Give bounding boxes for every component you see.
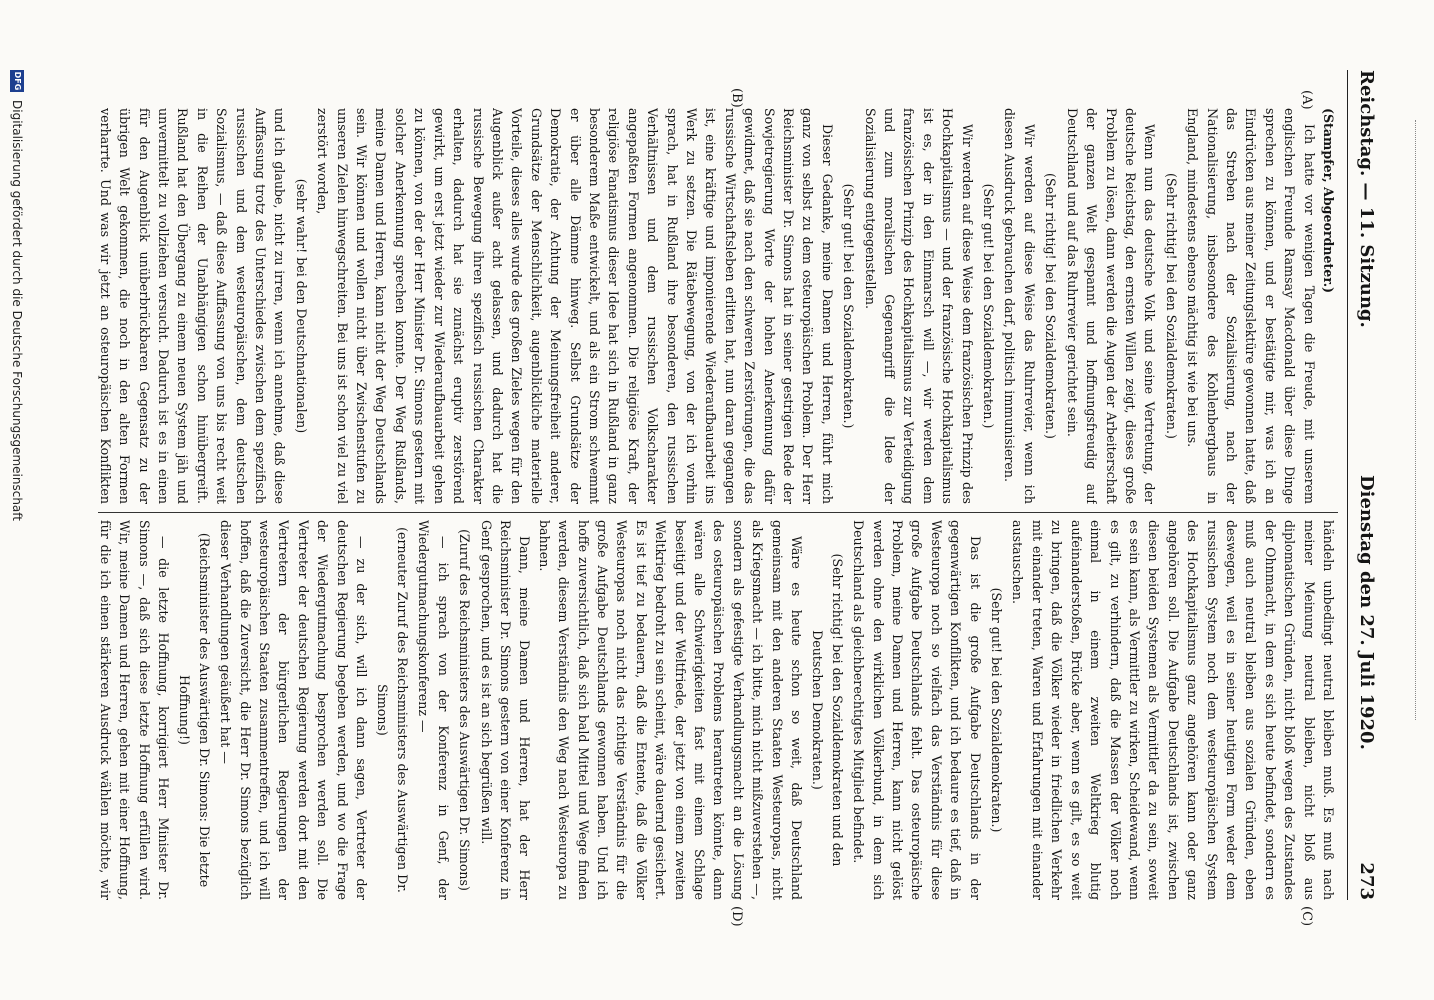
interjection: (Sehr richtig! bei den Sozialdemokraten.) (1163, 173, 1179, 439)
page-number: 273 (1356, 862, 1378, 900)
paragraph: Wenn nun das deutsche Volk und seine Vertretung, der deutsche Reichstag, den ernsten Willen zeigt, dieses große Problem zu lösen, dann werden die Augen der Arbeiterschaft der ganzen Welt gespannt und hoffnungsfreudig auf Deutschland und auf das Ruhrrevier gerichtet sein. (1064, 108, 1158, 504)
running-head (1352, 70, 1382, 900)
paragraph: — ich sprach von der Konferenz in Genf, der Wiedergutmachungskonferenz — (416, 520, 451, 900)
interjection: (Sehr richtig! bei den Sozialdemokraten.) (1043, 173, 1059, 439)
margin-letter-c: (C) (1299, 906, 1314, 927)
paragraph: Ich hatte vor wenigen Tagen die Freude, mit unserem englischen Freunde Ramsay Macdonald über diese Dinge sprechen zu können, und er bestätigte mir, was ich an Eindrücken aus meiner Zeitungslektüre gewonnen hatte, daß das Streben nach der Sozialisierung, nach der Nationalisierung, insbesondere des Kohlenbergbaus in England, mindestens ebenso mächtig ist wie bei uns. (1185, 108, 1317, 504)
credit-text: Digitalisierung gefördert durch die Deutsche Forschungsgemeinschaft (10, 100, 24, 522)
paragraph: Wir werden auf diese Weise dem französischen Prinzip des Hochkapitalismus — und der französische Hochkapitalismus ist es, der in den Einmarsch will —, wir werden dem französischen Prinzip des Hochkapitalismus zur Verteidigung und zum moralischen Gegenangriff die Idee der Sozialisierung entgegenstellen. (862, 108, 975, 504)
left-column (98, 108, 1338, 504)
paragraph: Dann, meine Damen und Herren, hat der Herr Reichsminister Dr. Simons gestern von einer Konferenz in Genf gesprochen, und es ist an sich begrüßen will. (478, 520, 533, 900)
margin-letter-b: (B) (729, 88, 744, 108)
top-dotted-rule (1415, 120, 1416, 720)
paragraph: — zu der sich, will ich dann sagen, Vertreter der deutschen Regierung begeben werden, und wo die Frage der Wiedergutmachung besprochen werden soll. Die Vertreter der deutschen Regierung werden dort mit den Vertretern der bürgerlichen Regierungen der westeuropäischen Staaten zusammentreffen, und ich will hoffen, daß die Zuversicht, die Herr Dr. Simons bezüglich dieser Verhandlungen geäußert hat — (218, 520, 370, 900)
interjection: (sehr wahr! bei den Deutschnationalen) (293, 178, 309, 434)
margin-letter-d: (D) (729, 906, 744, 927)
interjection: (Sehr gut! bei den Sozialdemokraten.) (989, 587, 1005, 833)
right-column (98, 520, 1338, 900)
header-rule (1347, 70, 1348, 900)
running-head-date: Dienstag den 27. Juli 1920. (1356, 475, 1378, 750)
interjection: (Zuruf des Reichsministers des Auswärtigen Dr. Simons) (457, 529, 473, 891)
paragraph: Wäre es heute schon so weit, daß Deutschland gemeinsam mit den anderen Staaten Westeuropas, nicht als Kriegsmacht — ich bitte, mich nicht mißzuverstehen —, sondern als gefestigte Verhandlungsmacht an die Lösung des osteuropäischen Problems herantreten könnte, dann wären alle Schwierigkeiten fast mit einem Schlage beseitigt und der Weltfriede, der jetzt von einem zweiten Weltkrieg bedroht zu sein scheint, wäre dauernd gesichert. Es ist tief zu bedauern, daß die Entente, daß die Völker Westeuropas noch nicht das richtige Verständnis für die große Aufgabe Deutschlands gewonnen haben. Und ich hoffe zuversichtlich, daß sich bald Mittel und Wege finden werden, diesem Verständnis den Weg nach Westeuropa zu bahnen. (536, 520, 805, 900)
paragraph: — die letzte Hoffnung, korrigiert Herr Minister Dr. Simons —, daß sich diese letzte Hoffnung erfüllen wird. Wir, meine Damen und Herren, gehen mit einer Hoffnung, für die ich einen stärkeren Ausdruck wählen möchte, wir (98, 520, 172, 900)
column-divider (98, 512, 1338, 513)
interjection: (Sehr gut! bei den Sozialdemokraten.) (981, 183, 997, 429)
interjection: (Reichsminister des Auswärtigen Dr. Simons: Die letzte Hoffnung!) (177, 532, 212, 888)
paragraph: Dieser Gedanke, meine Damen und Herren, führt mich ganz von selbst zu dem osteuropäischen Problem. Der Herr Reichsminister Dr. Simons hat in seiner gestrigen Rede der Sowjetregierung Worte der hohen Anerkennung dafür gewidmet, daß sie nach den schweren Zerstörungen, die das russische Wirtschaftsleben erlitten hat, nun daran gegangen ist, eine kräftige und imponierende Wiederaufbauarbeit ins Werk zu setzen. Die Rätebewegung, von der ich vorhin sprach, hat in Rußland ihre besonderen, den russischen Verhältnissen und dem russischen Volkscharakter angepaßten Formen angenommen. Die religiöse Kraft, der religiöse Fanatismus dieser Idee hat sich in Rußland in ganz besonderem Maße entwickelt, und als ein Strom schwemmt er über alle Dämme hinweg. Selbst Grundsätze der Demokratie, der Achtung der Meinungsfreiheit anderer, Grundsätze der Menschlichkeit, augenblickliche materielle Vorteile, dieses alles wurde des großen Zieles wegen für den Augenblick außer acht gelassen, und dadurch hat die russische Bewegung ihren spezifisch russischen Charakter erhalten, dadurch hat sie zunächst eruptiv zerstörend gewirkt, um erst jetzt wieder zur Wiederaufbauarbeit gehen zu können, von der der Herr Minister Dr. Simons gestern mit solcher Anerkennung sprechen konnte. Der Weg Rußlands, meine Damen und Herren, kann nicht der Weg Deutschlands sein. Wir können und wollen nicht über Zwischenstufen zu unseren Zielen hinwegschreiten. Bei uns ist schon viel zu viel zerstört worden, (315, 108, 835, 504)
paragraph: Wir werden auf diese Weise das Ruhrrevier, wenn ich diesen Ausdruck gebrauchen darf, politisch immunisieren. (1002, 108, 1037, 504)
dfg-logo: DFG (10, 70, 24, 92)
paragraph: händeln unbedingt neutral bleiben muß. Es muß nach meiner Meinung neutral bleiben, nicht bloß aus diplomatischen Gründen, nicht bloß wegen des Zustandes der Ohnmacht, in dem es sich heute befindet, sondern es muß auch neutral bleiben aus sozialen Gründen, eben deswegen, weil es in seiner heutigen Form weder dem russischen System noch dem westeuropäischen System des Hochkapitalismus ganz angehören kann oder ganz angehören soll. Die Aufgabe Deutschlands ist, zwischen diesen beiden Systemen als Vermittler da zu sein, soweit es sein kann, als Vermittler zu wirken, Scheidewand, wenn es gilt, zu verhindern, daß die Massen der Völker noch einmal in einem zweiten Weltkrieg blutig aufeinanderstoßen, Brücke aber, wenn es gilt, es so weit zu bringen, daß die Völker wieder in friedlichen Verkehr mit einander treten, Waren und Erfahrungen mit einander austauschen. (1010, 520, 1336, 900)
interjection: (Sehr richtig! bei den Sozialdemokraten und den Deutschen Demokraten.) (810, 553, 845, 867)
paragraph: und ich glaube, nicht zu irren, wenn ich annehme, daß diese Auffassung trotz des Unterschiedes zwischen dem spezifisch russischen und dem westeuropäischen, dem deutschen Sozialismus, — daß diese Auffassung von uns bis recht weit in die Reihen der Unabhängigen schon hinübergreift. Rußland hat den Übergang zu einem neuen System jäh und unvermittelt zu vollziehen versucht. Dadurch ist es in einen für den Augenblick unüberbrückbaren Gegensatz zu der übrigen Welt gekommen, die noch in den alten Formen verharrte. Und was wir jetzt an osteuropäischen Konflikten (98, 108, 288, 504)
digitization-credit (10, 70, 24, 521)
running-head-left: Reichstag. — 11. Sitzung. (1356, 70, 1378, 328)
speaker-line: (Stampfer, Abgeordneter.) (1321, 108, 1336, 294)
interjection: (Sehr gut! bei den Sozialdemokraten.) (841, 183, 857, 429)
paragraph: Das ist die große Aufgabe Deutschlands in der gegenwärtigen Konflikten, und ich bedaure es tief, daß in Westeuropa noch so vielfach das Verständnis für diese große Aufgabe Deutschlands fehlt. Das osteuropäische Problem, meine Damen und Herren, kann nicht gelöst werden ohne den wirklichen Völkerbund, in dem sich Deutschland als gleichberechtigtes Mitglied befindet. (851, 520, 983, 900)
margin-letter-a: (A) (1299, 90, 1314, 110)
interjection: (erneuter Zuruf des Reichsministers des Auswärtigen Dr. Simons) (375, 527, 410, 893)
